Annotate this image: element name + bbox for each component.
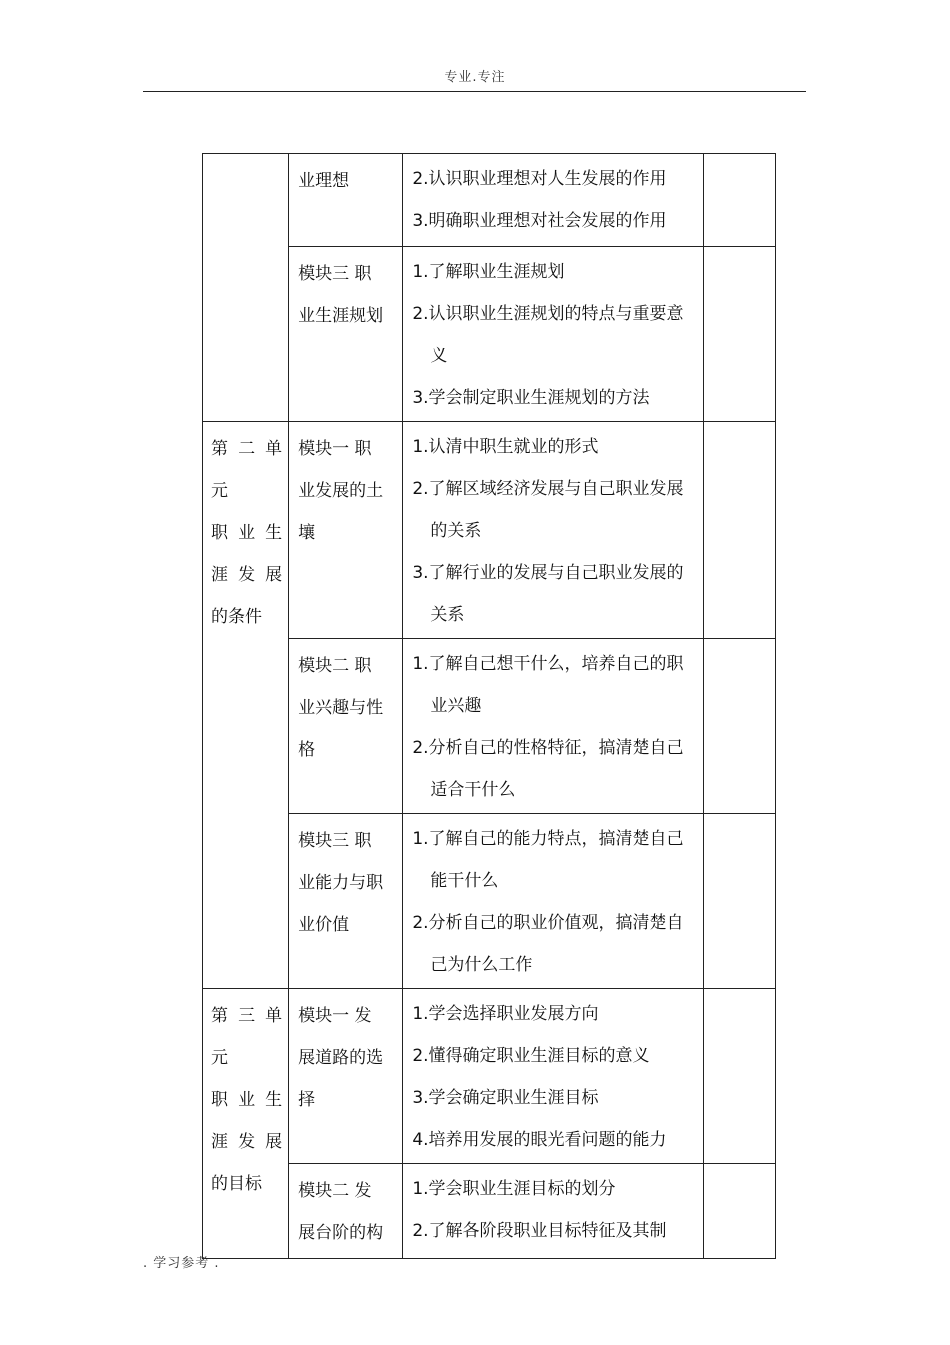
extra-cell (703, 639, 775, 814)
extra-cell (703, 154, 775, 247)
module-cell (289, 814, 403, 989)
module-cell (289, 639, 403, 814)
goal-item: 1.学会职业生涯目标的划分 (412, 1179, 616, 1199)
goal-item: 4.培养用发展的眼光看问题的能力 (412, 1130, 667, 1150)
page-footer: . 学习参考 . (143, 1256, 220, 1271)
goal-item: 2.认识职业生涯规划的特点与重要意义 (412, 304, 684, 366)
extra-cell (703, 1164, 775, 1259)
goal-item: 3.了解行业的发展与自己职业发展的关系 (412, 563, 684, 625)
module-label: 模块二 职 业兴趣与性 格 (298, 656, 384, 760)
table-row (203, 639, 776, 814)
module-cell (289, 422, 403, 639)
extra-cell (703, 422, 775, 639)
goal-item: 3.学会确定职业生涯目标 (412, 1088, 599, 1108)
module-cell (289, 247, 403, 422)
module-cell (289, 154, 403, 247)
extra-cell (703, 247, 775, 422)
table-row (203, 154, 776, 247)
goal-item: 2.懂得确定职业生涯目标的意义 (412, 1046, 650, 1066)
unit-label-line: 职业生 (211, 523, 283, 543)
module-label: 模块二 发 展台阶的构 (298, 1181, 384, 1243)
table-row (203, 1164, 776, 1259)
table-row (203, 422, 776, 639)
module-label: 业理想 (298, 171, 350, 191)
unit-cell-continued (203, 154, 289, 422)
table-row (203, 814, 776, 989)
goals-cell (403, 814, 704, 989)
goals-cell (403, 154, 704, 247)
goal-item: 2.了解各阶段职业目标特征及其制 (412, 1221, 667, 1241)
module-label: 模块一 发 展道路的选 择 (298, 1006, 384, 1110)
goal-item: 1.学会选择职业发展方向 (412, 1004, 599, 1024)
unit-label-line: 职业生 (211, 1090, 283, 1110)
table-row (203, 989, 776, 1164)
extra-cell (703, 814, 775, 989)
extra-cell (703, 989, 775, 1164)
unit-label-line: 的条件 (211, 607, 262, 627)
unit-cell (203, 422, 289, 989)
table-row (203, 247, 776, 422)
goal-item: 1.认清中职生就业的形式 (412, 437, 599, 457)
unit-label-line: 第三单 (211, 1006, 283, 1026)
module-label: 模块一 职 业发展的土 壤 (298, 439, 384, 543)
goal-item: 3.明确职业理想对社会发展的作用 (412, 211, 667, 231)
module-cell (289, 989, 403, 1164)
unit-cell (203, 989, 289, 1259)
goal-item: 3.学会制定职业生涯规划的方法 (412, 388, 650, 408)
unit-label-line: 的目标 (211, 1174, 262, 1194)
goal-item: 2.分析自己的性格特征，搞清楚自己适合干什么 (412, 738, 684, 800)
goals-cell (403, 1164, 704, 1259)
curriculum-table (202, 153, 776, 1259)
goal-item: 1.了解职业生涯规划 (412, 262, 565, 282)
unit-label-line: 元 (211, 1048, 228, 1068)
unit-label-line: 涯发展 (211, 1132, 283, 1152)
unit-label-line: 元 (211, 481, 228, 501)
goal-item: 2.分析自己的职业价值观，搞清楚自己为什么工作 (412, 913, 684, 975)
goals-cell (403, 422, 704, 639)
page-header: 专业.专注 (444, 70, 506, 85)
unit-label-line: 涯发展 (211, 565, 283, 585)
goal-item: 1.了解自己想干什么，培养自己的职业兴趣 (412, 654, 684, 716)
header-rule (143, 91, 806, 92)
goals-cell (403, 989, 704, 1164)
module-label: 模块三 职 业生涯规划 (298, 264, 384, 326)
goals-cell (403, 247, 704, 422)
goal-item: 2.认识职业理想对人生发展的作用 (412, 169, 667, 189)
goals-cell (403, 639, 704, 814)
goal-item: 1.了解自己的能力特点，搞清楚自己能干什么 (412, 829, 684, 891)
goal-item: 2.了解区域经济发展与自己职业发展的关系 (412, 479, 684, 541)
module-cell (289, 1164, 403, 1259)
unit-label-line: 第二单 (211, 439, 283, 459)
module-label: 模块三 职 业能力与职 业价值 (298, 831, 384, 935)
